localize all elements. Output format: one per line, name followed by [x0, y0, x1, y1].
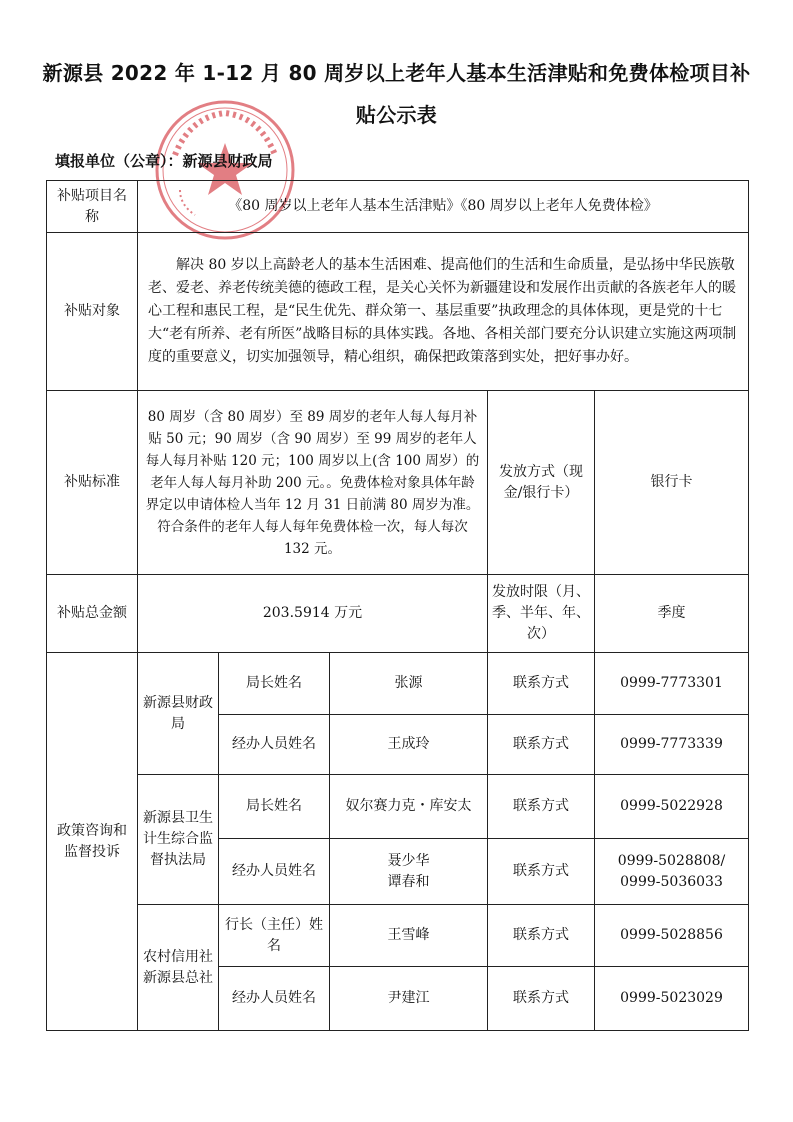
pay-method-label: 发放方式（现金/银行卡） [488, 391, 595, 575]
person-name: 王成玲 [330, 715, 488, 775]
contact-label: 联系方式 [488, 839, 595, 905]
contact-label: 联系方式 [488, 715, 595, 775]
contact-label: 联系方式 [488, 905, 595, 967]
org-name: 新源县财政局 [138, 653, 219, 775]
contact-label: 联系方式 [488, 775, 595, 839]
person-name: 张源 [330, 653, 488, 715]
project-label: 补贴项目名称 [47, 181, 138, 233]
phone-number: 0999-7773339 [595, 715, 749, 775]
person-name-cell [330, 839, 488, 905]
role-label: 经办人员姓名 [219, 839, 330, 905]
phone-number: 0999-5023029 [595, 967, 749, 1031]
page-title: 新源县 2022 年 1-12 月 80 周岁以上老年人基本生活津贴和免费体检项目补贴公示表 [42, 61, 751, 127]
phone-number: 0999-5028808/ [617, 852, 726, 869]
period-label: 发放时限（月、季、半年、年、次） [488, 575, 595, 653]
target-label: 补贴对象 [47, 233, 138, 391]
standard-label: 补贴标准 [47, 391, 138, 575]
period-value: 季度 [595, 575, 749, 653]
phone-number: 0999-5036033 [620, 873, 723, 890]
role-label: 经办人员姓名 [219, 967, 330, 1031]
role-label: 行长（主任）姓名 [219, 905, 330, 967]
org-name: 新源县卫生计生综合监督执法局 [138, 775, 219, 905]
subsidy-table [46, 180, 749, 1031]
role-label: 局长姓名 [219, 775, 330, 839]
role-label: 经办人员姓名 [219, 715, 330, 775]
contact-label: 联系方式 [488, 967, 595, 1031]
phone-number: 0999-5028856 [595, 905, 749, 967]
total-label: 补贴总金额 [47, 575, 138, 653]
phone-number-cell [595, 839, 749, 905]
role-label: 局长姓名 [219, 653, 330, 715]
project-value: 《80 周岁以上老年人基本生活津贴》《80 周岁以上老年人免费体检》 [138, 181, 749, 233]
filler-unit: 填报单位（公章）：新源县财政局 [55, 152, 273, 170]
person-name: 谭春和 [387, 873, 430, 890]
standard-value: 80 周岁（含 80 周岁）至 89 周岁的老年人每人每月补贴 50 元；90 周岁（含 90 周岁）至 99 周岁的老年人每人每月补贴 120 元；100 周岁以上(含 100 周岁）的老年人每人每月补助 200 元。。免费体检对象具体年龄界定以申请体检人当年 12 月 31 日前满 80 周岁为准。符合条件的老年人每人每年免费体检一次，每人每次 132 元。 [138, 391, 488, 575]
pay-method-value: 银行卡 [595, 391, 749, 575]
org-name: 农村信用社新源县总社 [138, 905, 219, 1031]
person-name: 尹建江 [330, 967, 488, 1031]
phone-number: 0999-5022928 [595, 775, 749, 839]
contact-label: 联系方式 [488, 653, 595, 715]
target-value: 解决 80 岁以上高龄老人的基本生活困难、提高他们的生活和生命质量，是弘扬中华民族敬老、爱老、养老传统美德的德政工程，是关心关怀为新疆建设和发展作出贡献的各族老年人的暖心工程和惠民工程，是“民生优先、群众第一、基层重要”执政理念的具体体现，更是党的十七大“老有所养、老有所医”战略目标的具体实践。各地、各相关部门要充分认识建立实施这两项制度的重要意义，切实加强领导，精心组织，确保把政策落到实处，把好事办好。 [138, 233, 749, 391]
person-name: 王雪峰 [330, 905, 488, 967]
total-value: 203.5914 万元 [138, 575, 488, 653]
phone-number: 0999-7773301 [595, 653, 749, 715]
person-name: 奴尔赛力克・库安太 [330, 775, 488, 839]
supervision-label: 政策咨询和监督投诉 [47, 653, 138, 1031]
person-name: 聂少华 [387, 852, 430, 869]
